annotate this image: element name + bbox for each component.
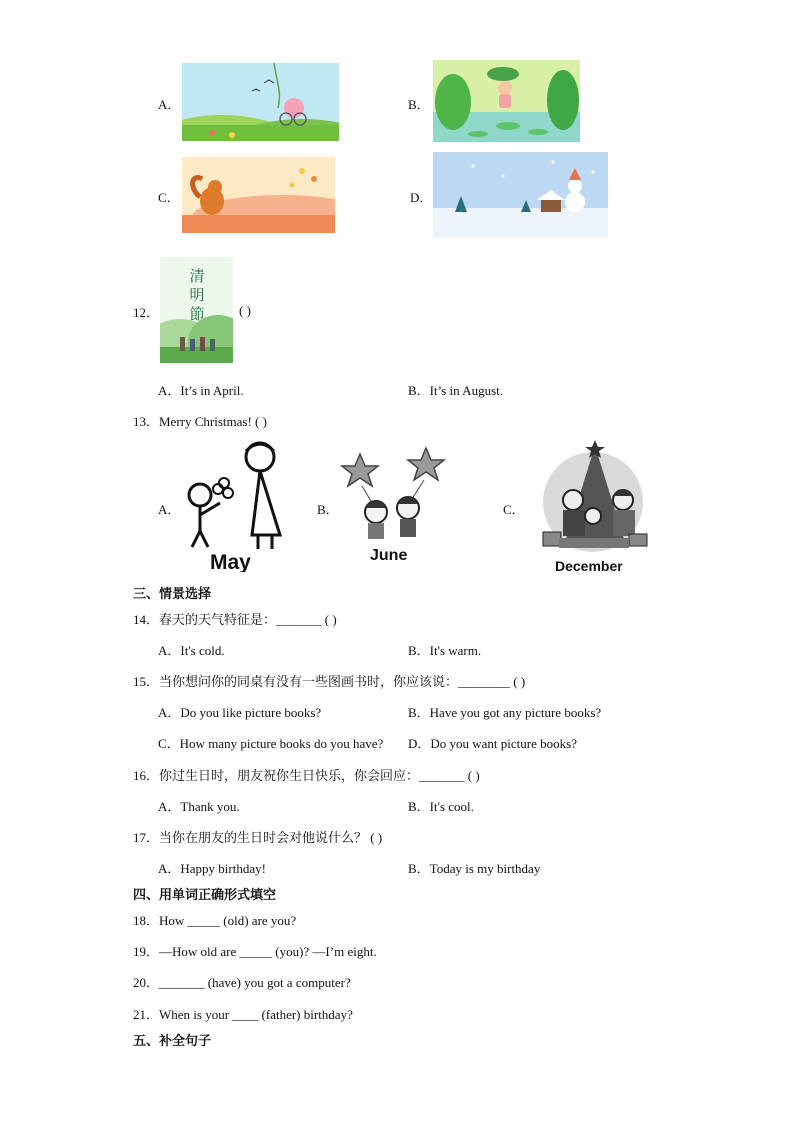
option-16-a <box>158 796 240 815</box>
option-letter: B． <box>408 383 430 398</box>
option-15-c <box>158 733 383 752</box>
section-4-title: 四、用单词正确形式填空 <box>133 888 277 903</box>
option-letter: A． <box>158 643 181 658</box>
caption-june: June <box>370 547 408 564</box>
option-letter-13a: A． <box>158 502 181 517</box>
mothers-day-image[interactable] <box>180 437 283 572</box>
option-text: Happy birthday! <box>180 861 266 876</box>
option-letter: A． <box>158 705 181 720</box>
option-letter: B． <box>408 799 430 814</box>
option-text: It’s in April. <box>180 383 244 398</box>
option-text: Do you want picture books? <box>430 736 577 751</box>
option-letter: B． <box>408 861 430 876</box>
option-text: Do you like picture books? <box>180 705 322 720</box>
question-16-prompt: 16．你过生日时，朋友祝你生日快乐，你会回应：_______ ( ) <box>133 768 480 783</box>
option-17-b <box>408 858 540 877</box>
option-text: It's cold. <box>180 643 225 658</box>
option-15-b <box>408 702 601 721</box>
option-letter-13c: C． <box>503 502 525 517</box>
option-12-b <box>408 380 503 399</box>
question-14-prompt: 14．春天的天气特征是：_______ ( ) <box>133 612 337 627</box>
option-letter: A． <box>158 383 181 398</box>
option-letter-c: C． <box>158 190 180 205</box>
spring-scene-image[interactable] <box>182 63 339 141</box>
option-text: How many picture books do you have? <box>179 736 384 751</box>
option-letter: A． <box>158 799 181 814</box>
option-text: Thank you. <box>180 799 240 814</box>
winter-scene-image[interactable] <box>433 152 608 238</box>
answer-paren-12[interactable]: ( ) <box>239 303 251 318</box>
question-19: 19．—How old are _____ (you)? —I’m eight. <box>133 944 377 959</box>
option-text: It's cool. <box>429 799 474 814</box>
option-letter: D． <box>408 736 431 751</box>
section-3-title: 三、情景选择 <box>133 587 212 602</box>
option-17-a <box>158 858 266 877</box>
caption-december: December <box>555 558 623 574</box>
option-14-a <box>158 640 225 659</box>
autumn-scene-image[interactable] <box>182 157 335 233</box>
option-text: Today is my birthday <box>429 861 541 876</box>
option-12-a <box>158 380 244 399</box>
question-20: 20．_______ (have) you got a computer? <box>133 975 351 990</box>
option-15-d <box>408 733 577 752</box>
option-15-a <box>158 702 321 721</box>
christmas-image[interactable] <box>533 440 653 576</box>
option-16-b <box>408 796 474 815</box>
section-5-title: 五、补全句子 <box>133 1034 212 1049</box>
question-21: 21．When is your ____ (father) birthday? <box>133 1007 353 1022</box>
caption-may: May <box>210 551 251 572</box>
qingming-festival-title: 清明節 <box>189 267 205 323</box>
option-letter: C． <box>158 736 180 751</box>
question-17-prompt: 17．当你在朋友的生日时会对他说什么？ ( ) <box>133 830 383 845</box>
option-text: It’s in August. <box>429 383 503 398</box>
option-letter-b: B． <box>408 97 430 112</box>
option-letter-a: A． <box>158 97 181 112</box>
option-letter: B． <box>408 705 430 720</box>
option-text: It's warm. <box>429 643 482 658</box>
option-letter-13b: B． <box>317 502 339 517</box>
summer-scene-image[interactable] <box>433 60 580 142</box>
option-14-b <box>408 640 481 659</box>
question-15-prompt: 15．当你想问你的同桌有没有一些图画书时，你应该说：________ ( ) <box>133 674 526 689</box>
option-letter-d: D． <box>410 190 433 205</box>
childrens-day-image[interactable] <box>340 446 446 570</box>
option-letter: B． <box>408 643 430 658</box>
question-18: 18．How _____ (old) are you? <box>133 913 297 928</box>
qingming-festival-image[interactable] <box>160 257 233 363</box>
question-13-prompt: 13．Merry Christmas! ( ) <box>133 414 267 429</box>
option-letter: A． <box>158 861 181 876</box>
question-number-12: 12． <box>133 305 160 320</box>
option-text: Have you got any picture books? <box>429 705 602 720</box>
